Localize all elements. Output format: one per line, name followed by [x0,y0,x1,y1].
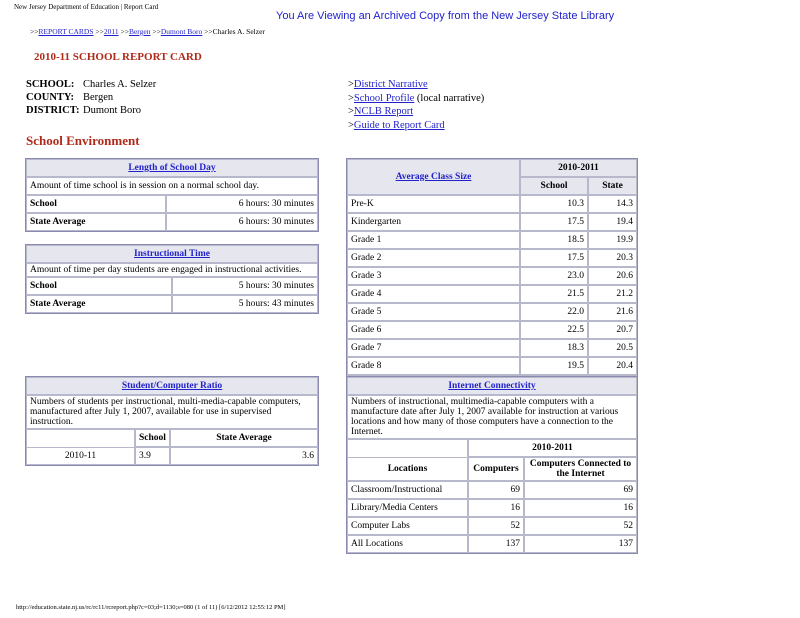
row-grade: Grade 4 [347,285,520,303]
row-school: 10.3 [520,195,588,213]
archive-notice: You Are Viewing an Archived Copy from the New Jersey State Library [276,10,615,22]
class-size-title-link[interactable]: Average Class Size [395,172,472,182]
row-computers: 16 [468,499,524,517]
browser-page-title: New Jersey Department of Education | Report Card [14,3,159,11]
row-computers: 69 [468,481,524,499]
col-header-school: School [520,177,588,195]
row-label: School [30,281,57,291]
computer-ratio-table [25,376,319,466]
year-header: 2010-2011 [468,439,637,457]
row-school: 21.5 [520,285,588,303]
row-value: 5 hours: 43 minutes [172,295,318,313]
row-grade: Pre-K [347,195,520,213]
internet-table [346,376,638,554]
county-name: Bergen [83,92,114,103]
row-state: 20.6 [588,267,637,285]
row-school: 3.9 [135,447,170,465]
row-school: 19.5 [520,357,588,375]
table-header [347,159,520,195]
table-row [26,295,318,313]
row-label: School [30,199,57,209]
county-label: COUNTY: [26,92,75,103]
row-school: 18.5 [520,231,588,249]
row-grade: Grade 3 [347,267,520,285]
table-row [347,213,637,231]
row-school: 22.0 [520,303,588,321]
table-row [347,535,637,553]
table-row [347,339,637,357]
breadcrumb-sep: >> [95,27,104,36]
row-computers: 52 [468,517,524,535]
row-label: State Average [30,217,86,227]
row-grade: Grade 8 [347,357,520,375]
table-header [26,377,318,395]
table-row [347,321,637,339]
report-title: 2010-11 SCHOOL REPORT CARD [34,51,202,63]
breadcrumb-dumont-boro[interactable]: Dumont Boro [160,27,203,36]
row-grade: Grade 5 [347,303,520,321]
table-row [26,195,318,213]
breadcrumb-sep: >> [30,27,39,36]
row-state: 21.2 [588,285,637,303]
row-grade: Grade 2 [347,249,520,267]
class-size-table [346,158,638,394]
table-row [26,277,318,295]
row-grade: Grade 7 [347,339,520,357]
table-row [347,195,637,213]
table-row [347,267,637,285]
row-school: 22.5 [520,321,588,339]
row-school: 17.5 [520,249,588,267]
section-title: School Environment [26,133,140,148]
col-header-locations: Locations [347,457,468,481]
table-header [26,159,318,177]
instructional-title-link[interactable]: Instructional Time [134,249,210,259]
table-row [347,357,637,375]
district-narrative-link[interactable]: District Narrative [353,79,428,90]
row-state: 20.3 [588,249,637,267]
table-row [347,249,637,267]
row-school: 18.3 [520,339,588,357]
row-grade: Grade 1 [347,231,520,249]
breadcrumb-2011[interactable]: 2011 [103,27,119,36]
table-description: Amount of time school is in session on a normal school day. [26,177,318,195]
row-state: 20.4 [588,357,637,375]
link-prefix: > [348,92,354,104]
row-connected: 52 [524,517,637,535]
row-location: All Locations [347,535,468,553]
table-description: Numbers of instructional, multimedia-capable computers with a manufacture date after July 1, 2007 available for instruction at various locations and how many of those computers have a connection to the Internet. [347,395,637,439]
breadcrumb-bergen[interactable]: Bergen [128,27,151,36]
computer-ratio-title-link[interactable]: Student/Computer Ratio [121,381,223,391]
table-row [347,517,637,535]
col-header-state: State Average [170,429,318,447]
row-location: Library/Media Centers [347,499,468,517]
nclb-report-link[interactable]: NCLB Report [353,106,414,117]
school-info [26,78,156,117]
row-location: Computer Labs [347,517,468,535]
year-header: 2010-2011 [520,159,637,177]
row-value: 6 hours: 30 minutes [166,213,318,231]
breadcrumb-sep: >> [152,27,161,36]
school-day-table [25,158,319,232]
side-links [348,78,484,132]
row-state: 14.3 [588,195,637,213]
row-state: 21.6 [588,303,637,321]
district-name: Dumont Boro [83,105,142,116]
guide-link[interactable]: Guide to Report Card [353,119,445,131]
row-state: 19.4 [588,213,637,231]
table-description: Amount of time per day students are engaged in instructional activities. [26,263,318,277]
page-footer: http://education.state.nj.us/rc/rc11/rcreport.php?c=03;d=1130;s=080 (1 of 11) [6/12/2012 12:55:12 PM] [16,604,286,611]
row-state: 20.5 [588,339,637,357]
instructional-time-table [25,244,319,314]
row-value: 5 hours: 30 minutes [172,277,318,295]
table-row [347,481,637,499]
breadcrumb-sep: >> [120,27,129,36]
breadcrumb [30,27,265,36]
school-name: Charles A. Selzer [83,79,157,90]
empty-cell [347,439,468,457]
row-school: 23.0 [520,267,588,285]
row-computers: 137 [468,535,524,553]
row-state: 20.7 [588,321,637,339]
col-header-connected: Computers Connected to the Internet [524,457,637,481]
row-state: 3.6 [170,447,318,465]
row-value: 6 hours: 30 minutes [166,195,318,213]
link-prefix: > [348,79,354,90]
internet-title-link[interactable]: Internet Connectivity [448,381,536,391]
district-label: DISTRICT: [26,105,80,116]
table-header [26,245,318,263]
table-row [347,499,637,517]
row-connected: 137 [524,535,637,553]
link-prefix: > [348,119,354,131]
school-profile-note: (local narrative) [414,92,485,104]
school-day-title-link[interactable]: Length of School Day [128,163,216,173]
table-header [347,377,637,395]
row-year: 2010-11 [26,447,135,465]
table-row [26,213,318,231]
table-row [347,285,637,303]
row-label: State Average [30,299,86,309]
breadcrumb-report-cards[interactable]: REPORT CARDS [38,27,94,36]
row-connected: 16 [524,499,637,517]
school-label: SCHOOL: [26,79,75,90]
row-location: Classroom/Instructional [347,481,468,499]
table-row [26,447,318,465]
row-state: 19.9 [588,231,637,249]
col-header-state: State [588,177,637,195]
table-row [347,231,637,249]
breadcrumb-current: Charles A. Selzer [212,27,265,36]
table-row [347,303,637,321]
row-grade: Grade 6 [347,321,520,339]
table-description: Numbers of students per instructional, multi-media-capable computers, manufactured after July 1, 2007, available for use in supervised instruction. [26,395,318,429]
col-header-school: School [135,429,170,447]
row-grade: Kindergarten [347,213,520,231]
empty-cell [26,429,135,447]
breadcrumb-sep: >> [204,27,213,36]
link-prefix: > [348,106,354,117]
school-profile-link[interactable]: School Profile [353,92,415,104]
row-connected: 69 [524,481,637,499]
row-school: 17.5 [520,213,588,231]
col-header-computers: Computers [468,457,524,481]
